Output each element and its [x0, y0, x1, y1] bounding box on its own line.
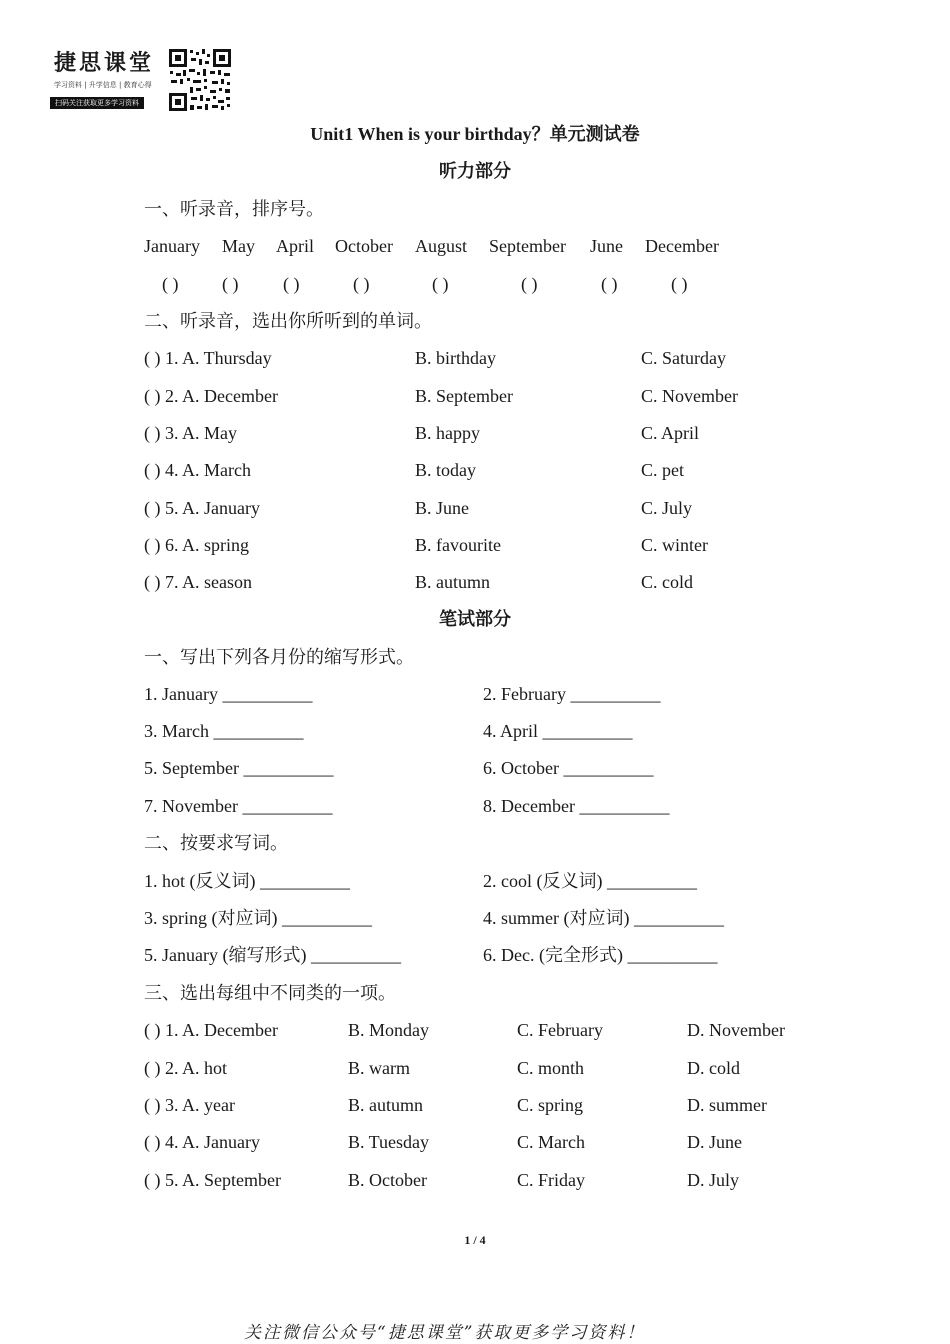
- answer-blank[interactable]: ( ): [283, 274, 300, 294]
- option-c: C. February: [517, 1020, 603, 1040]
- fill-item[interactable]: 6. October __________: [483, 758, 654, 778]
- option-b: B. warm: [348, 1058, 410, 1078]
- option-c: C. July: [641, 498, 693, 518]
- question-item[interactable]: ( ) 6. A. spring: [144, 535, 249, 555]
- option-b: B. Tuesday: [348, 1132, 430, 1152]
- month-word: December: [645, 236, 719, 256]
- answer-blank[interactable]: ( ): [432, 274, 449, 294]
- option-b: B. today: [415, 460, 476, 480]
- answer-blank[interactable]: ( ): [521, 274, 538, 294]
- fill-item[interactable]: 7. November __________: [144, 796, 333, 816]
- fill-item[interactable]: 6. Dec. (完全形式) __________: [483, 945, 718, 965]
- question-item[interactable]: ( ) 4. A. March: [144, 460, 251, 480]
- option-c: C. month: [517, 1058, 585, 1078]
- question-item[interactable]: ( ) 7. A. season: [144, 572, 252, 592]
- option-b: B. autumn: [415, 572, 490, 592]
- option-d: D. cold: [687, 1058, 740, 1078]
- qr-code-icon[interactable]: [168, 48, 232, 112]
- option-b: B. September: [415, 386, 513, 406]
- writing-heading: 笔试部分: [439, 609, 511, 629]
- question-item[interactable]: ( ) 3. A. May: [144, 423, 237, 443]
- question-item[interactable]: ( ) 2. A. hot: [144, 1058, 227, 1078]
- question-item[interactable]: ( ) 1. A. December: [144, 1020, 278, 1040]
- question-item[interactable]: ( ) 3. A. year: [144, 1095, 235, 1115]
- logo-tag: 教育心得: [123, 81, 152, 89]
- question-item[interactable]: ( ) 5. A. September: [144, 1170, 281, 1190]
- answer-blank[interactable]: ( ): [162, 274, 179, 294]
- listening-heading: 听力部分: [439, 161, 511, 181]
- option-b: B. June: [415, 498, 469, 518]
- option-c: C. March: [517, 1132, 585, 1152]
- answer-blank[interactable]: ( ): [671, 274, 688, 294]
- month-word: April: [276, 236, 314, 256]
- logo-name: 捷思课堂: [54, 50, 155, 76]
- option-c: C. Friday: [517, 1170, 586, 1190]
- option-b: B. happy: [415, 423, 480, 443]
- answer-blank[interactable]: ( ): [601, 274, 618, 294]
- month-word: January: [144, 236, 200, 256]
- section-title: 一、写出下列各月份的缩写形式。: [144, 647, 414, 667]
- option-c: C. winter: [641, 535, 708, 555]
- month-word: October: [335, 236, 393, 256]
- logo-tag: 升学信息: [88, 81, 117, 89]
- page-title: Unit1 When is your birthday？单元测试卷: [310, 124, 640, 144]
- question-item[interactable]: ( ) 2. A. December: [144, 386, 278, 406]
- question-item[interactable]: ( ) 1. A. Thursday: [144, 348, 272, 368]
- fill-item[interactable]: 1. January __________: [144, 684, 313, 704]
- fill-item[interactable]: 8. December __________: [483, 796, 670, 816]
- option-c: C. cold: [641, 572, 693, 592]
- fill-item[interactable]: 2. February __________: [483, 684, 661, 704]
- option-b: B. favourite: [415, 535, 501, 555]
- question-item[interactable]: ( ) 5. A. January: [144, 498, 260, 518]
- page-number: 1 / 4: [464, 1233, 486, 1247]
- option-b: B. October: [348, 1170, 427, 1190]
- footer-note: 关注微信公众号“捷思课堂”获取更多学习资料！: [244, 1323, 646, 1343]
- fill-item[interactable]: 4. April __________: [483, 721, 633, 741]
- option-d: D. November: [687, 1020, 785, 1040]
- logo-tag: 学习资料: [54, 81, 82, 89]
- month-word: June: [590, 236, 623, 256]
- month-word: September: [489, 236, 566, 256]
- option-c: C. November: [641, 386, 738, 406]
- fill-item[interactable]: 5. September __________: [144, 758, 334, 778]
- logo-bar: 扫码关注获取更多学习资料: [50, 97, 144, 109]
- option-d: D. summer: [687, 1095, 767, 1115]
- answer-blank[interactable]: ( ): [353, 274, 370, 294]
- option-b: B. Monday: [348, 1020, 429, 1040]
- option-c: C. spring: [517, 1095, 584, 1115]
- logo-tags: 学习资料 | 升学信息 | 教育心得: [54, 81, 152, 89]
- option-b: B. autumn: [348, 1095, 423, 1115]
- month-word: August: [415, 236, 468, 256]
- fill-item[interactable]: 4. summer (对应词) __________: [483, 908, 724, 928]
- option-c: C. pet: [641, 460, 684, 480]
- fill-item[interactable]: 1. hot (反义词) __________: [144, 871, 350, 891]
- section-title: 二、按要求写词。: [144, 833, 288, 853]
- option-d: D. June: [687, 1132, 742, 1152]
- option-d: D. July: [687, 1170, 740, 1190]
- option-b: B. birthday: [415, 348, 496, 368]
- answer-blank[interactable]: ( ): [222, 274, 239, 294]
- section-title: 一、听录音，排序号。: [144, 199, 324, 219]
- fill-item[interactable]: 5. January (缩写形式) __________: [144, 945, 401, 965]
- option-c: C. Saturday: [641, 348, 726, 368]
- fill-item[interactable]: 2. cool (反义词) __________: [483, 871, 697, 891]
- question-item[interactable]: ( ) 4. A. January: [144, 1132, 260, 1152]
- section-title: 二、听录音，选出你所听到的单词。: [144, 311, 432, 331]
- fill-item[interactable]: 3. spring (对应词) __________: [144, 908, 372, 928]
- month-word: May: [222, 236, 255, 256]
- fill-item[interactable]: 3. March __________: [144, 721, 304, 741]
- section-title: 三、选出每组中不同类的一项。: [144, 983, 396, 1003]
- option-c: C. April: [641, 423, 700, 443]
